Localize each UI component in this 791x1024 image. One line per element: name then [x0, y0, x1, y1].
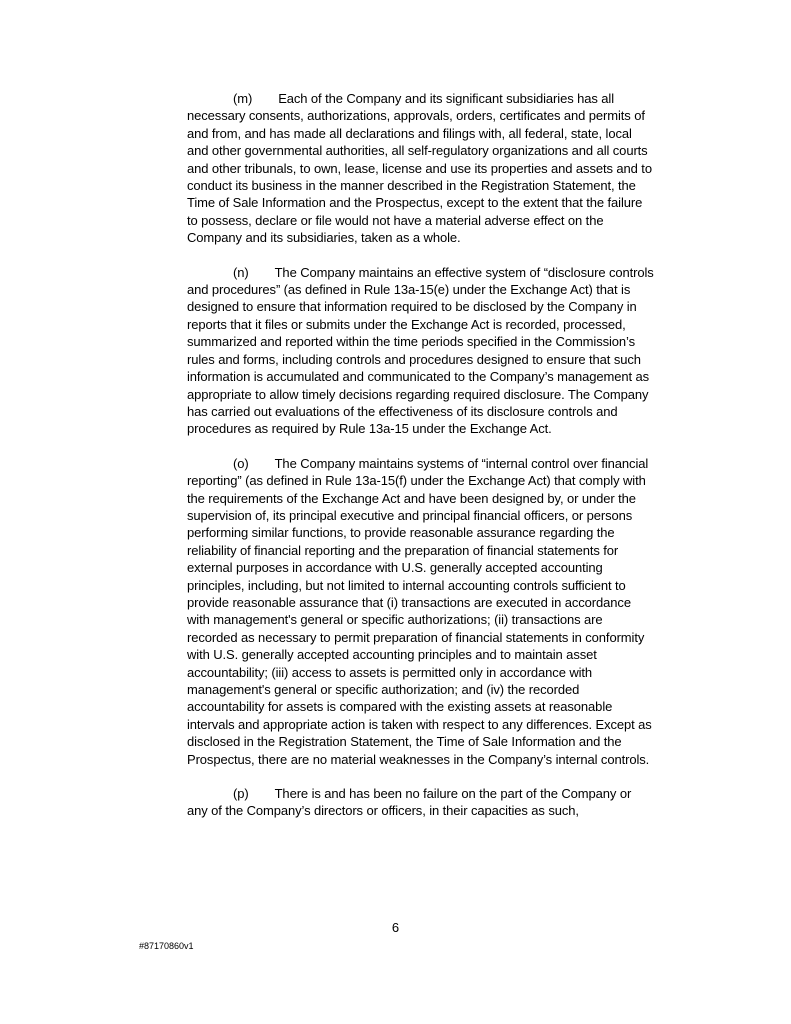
document-body — [187, 90, 654, 837]
paragraph-m-text: Each of the Company and its significant subsidiaries has all necessary consents, authorizations, approvals, orders, certificates and permits of and from, and has made all declarations and filings with, all federal, state, local and other governmental authorities, all self-regulatory organizations and all courts and other tribunals, to own, lease, license and use its properties and assets and to conduct its business in the manner described in the Registration Statement, the Time of Sale Information and the Prospectus, except to the extent that the failure to possess, declare or file would not have a material adverse effect on the Company and its subsidiaries, taken as a whole. — [187, 91, 652, 246]
paragraph-m-label: (m) — [233, 91, 253, 106]
paragraph-o-label: (o) — [233, 455, 249, 471]
paragraph-p — [187, 785, 654, 820]
paragraph-o — [187, 455, 654, 768]
paragraph-n-text: The Company maintains an effective system of “disclosure controls and procedures” (as defined in Rule 13a-15(e) under the Exchange Act) that is designed to ensure that information required to be disclosed by the Company in reports that it files or submits under the Exchange Act is recorded, processed, summarized and reported within the time periods specified in the Commission’s rules and forms, including controls and procedures designed to ensure that such information is accumulated and communicated to the Company’s management as appropriate to allow timely decisions regarding required disclosure. The Company has carried out evaluations of the effectiveness of its disclosure controls and procedures as required by Rule 13a-15 under the Exchange Act. — [187, 264, 654, 437]
paragraph-n-label: (n) — [233, 264, 249, 280]
paragraph-p-text: There is and has been no failure on the part of the Company or any of the Company’s directors or officers, in their capacities as such, — [187, 786, 632, 819]
paragraph-p-label: (p) — [233, 786, 249, 802]
page-number: 6 — [391, 920, 400, 935]
paragraph-m — [187, 90, 654, 247]
document-id-footer: #87170860v1 — [139, 941, 194, 951]
paragraph-o-text: The Company maintains systems of “internal control over financial reporting” (as defined in Rule 13a-15(f) under the Exchange Act) that comply with the requirements of the Exchange Act and have been designed by, or under the supervision of, its principal executive and principal financial officers, or persons performing similar functions, to provide reasonable assurance regarding the reliability of financial reporting and the preparation of financial statements for external purposes in accordance with U.S. generally accepted accounting principles, including, but not limited to internal accounting controls sufficient to provide reasonable assurance that (i) transactions are executed in accordance with management's general or specific authorizations; (ii) transactions are recorded as necessary to permit preparation of financial statements in conformity with U.S. generally accepted accounting principles and to maintain asset accountability; (iii) access to assets is permitted only in accordance with management's general or specific authorization; and (iv) the recorded accountability for assets is compared with the existing assets at reasonable intervals and appropriate action is taken with respect to any differences. Except as disclosed in the Registration Statement, the Time of Sale Information and the Prospectus, there are no material weaknesses in the Company’s internal controls. — [187, 455, 652, 767]
paragraph-n — [187, 264, 654, 438]
